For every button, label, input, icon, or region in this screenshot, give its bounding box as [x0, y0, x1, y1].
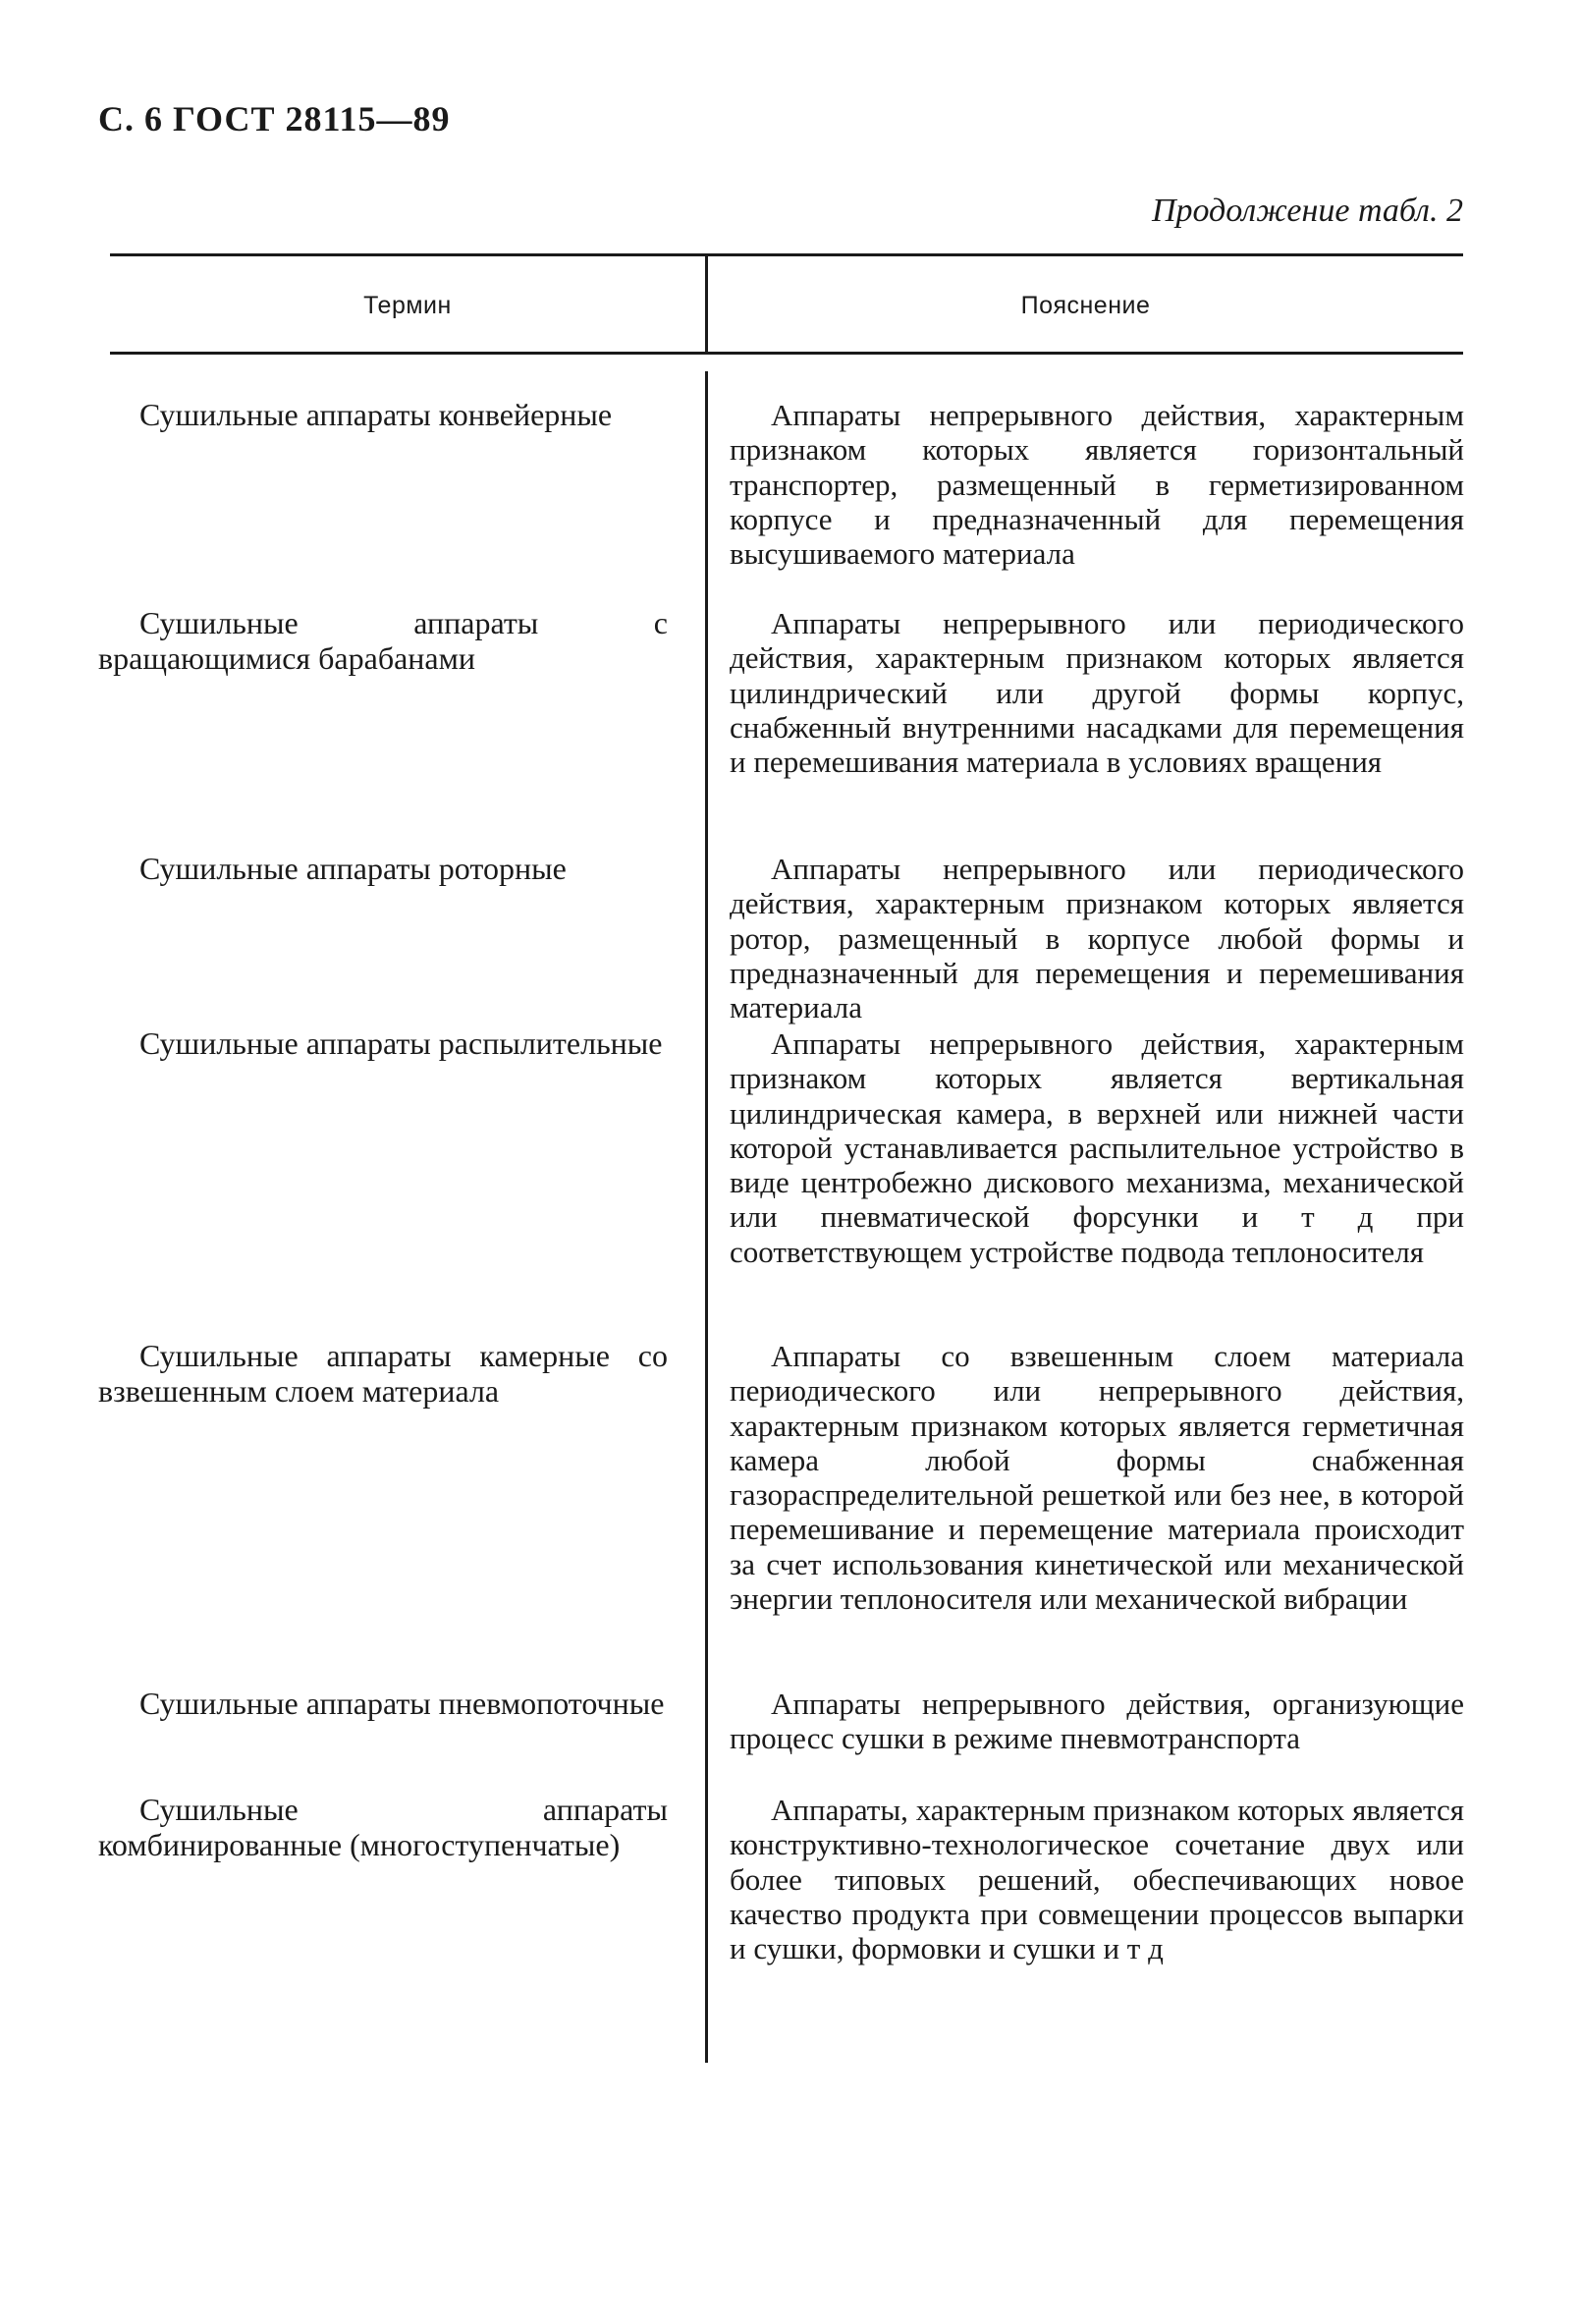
explanation-cell: Аппараты непрерывного действия, организующие процесс сушки в режиме пневмотранспорта: [730, 1687, 1464, 1756]
term-cell: Сушильные аппараты с вращающимися барабанами: [98, 605, 668, 676]
explanation-cell: Аппараты, характерным признаком которых является конструктивно-технологическое сочетание двух или более типовых решений, обеспечивающих новое качество продукта при совмещении процессов выпарки и сушки, формовки и сушки и т д: [730, 1793, 1464, 1966]
column-header-term: Термин: [363, 292, 452, 319]
term-cell: Сушильные аппараты распылительные: [139, 1025, 663, 1061]
term-cell: Сушильные аппараты комбинированные (многоступенчатые): [98, 1792, 668, 1862]
term-cell: Сушильные аппараты конвейерные: [139, 397, 613, 432]
explanation-cell: Аппараты непрерывного действия, характерным признаком которых является горизонтальный транспортер, размещенный в герметизированном корпусе и предназначенный для перемещения высушиваемого материала: [730, 398, 1464, 572]
table-continuation-label: Продолжение табл. 2: [1151, 193, 1463, 229]
explanation-cell: Аппараты со взвешенным слоем материала периодического или непрерывного действия, характерным признаком которых является герметичная камера любой формы снабженная газораспределительной решеткой или без нее, в которой перемешивание и перемещение материала происходит за счет использования кинетической или механической энергии теплоносителя или механической вибрации: [730, 1339, 1464, 1617]
term-cell: Сушильные аппараты пневмопоточные: [139, 1686, 665, 1721]
term-cell: Сушильные аппараты камерные со взвешенным слоем материала: [98, 1338, 668, 1409]
page-header: С. 6 ГОСТ 28115—89: [98, 99, 451, 138]
table-top-rule: [110, 253, 1463, 256]
explanation-cell: Аппараты непрерывного или периодического действия, характерным признаком которых является ротор, размещенный в корпусе любой формы и предназначенный для перемещения и перемешивания материала: [730, 852, 1464, 1025]
explanation-cell: Аппараты непрерывного действия, характерным признаком которых является вертикальная цилиндрическая камера, в верхней или нижней части которой устанавливается распылительное устройство в виде центробежно дискового механизма, механической или пневматической форсунки и т д при соответствующем устройстве подвода теплоносителя: [730, 1026, 1464, 1269]
explanation-cell: Аппараты непрерывного или периодического действия, характерным признаком которых является цилиндрический или другой формы корпус, снабженный внутренними насадками для перемещения и перемешивания материала в условиях вращения: [730, 606, 1464, 780]
column-header-explanation: Пояснение: [1020, 292, 1151, 319]
term-cell: Сушильные аппараты роторные: [139, 851, 567, 886]
table-header-rule: [110, 352, 1463, 355]
column-divider-body: [705, 371, 708, 2063]
